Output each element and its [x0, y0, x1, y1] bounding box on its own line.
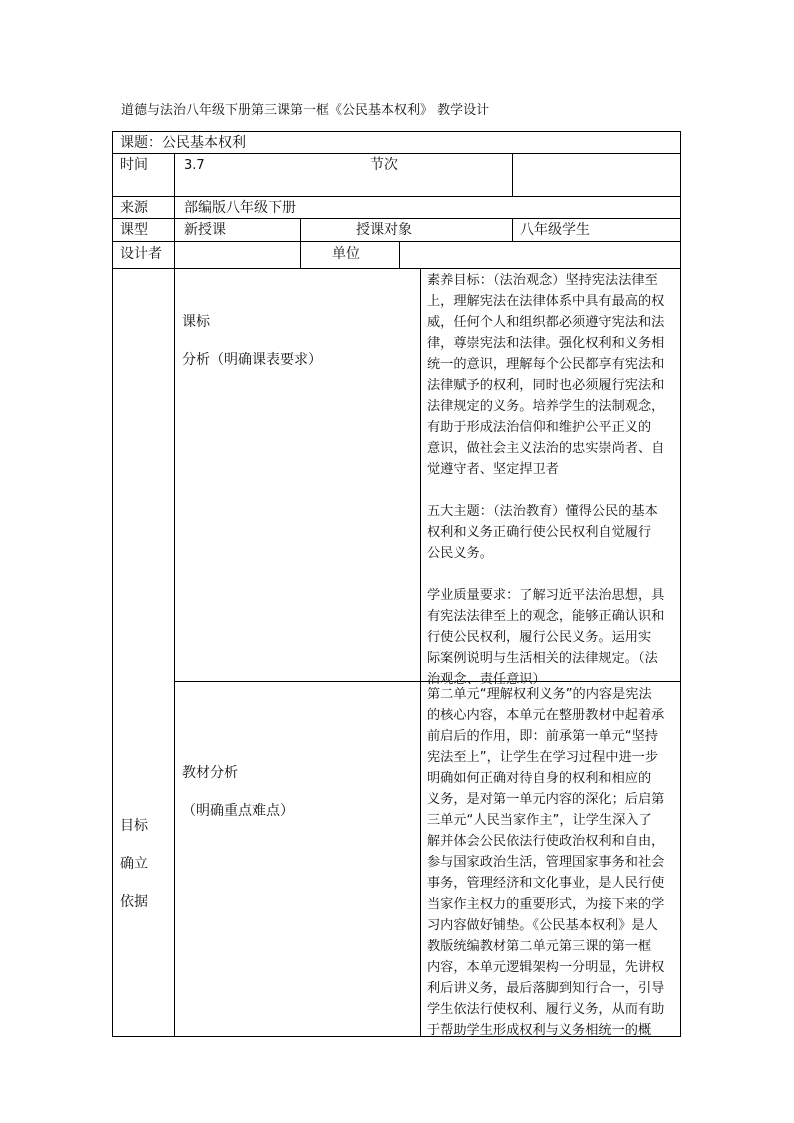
text-line: 习内容做好铺垫。《公民基本权利》是人 [427, 918, 658, 933]
text-line: 治观念、责任意识） [427, 672, 546, 687]
text-line: 事务，管理经济和文化事业，是人民行使 [427, 876, 665, 891]
rule [112, 131, 681, 132]
text-line: 公民义务。 [427, 546, 493, 561]
text-line: 上，理解宪法在法律体系中具有最高的权 [427, 294, 665, 309]
rule [680, 131, 681, 1037]
lesson-type-value: 新授课 [184, 222, 226, 238]
text-line: 素养目标：（法治观念）坚持宪法法律至 [427, 273, 658, 288]
text-line: 觉遵守者、坚定捍卫者 [427, 462, 559, 477]
rule [112, 241, 681, 242]
text-line: 的核心内容，本单元在整册教材中起着承 [427, 708, 665, 723]
period-label: 节次 [370, 157, 398, 173]
text-line: 意识，做社会主义法治的忠实崇尚者、自 [427, 441, 665, 456]
text-line: 解并体会公民依法行使政治权利和自由， [427, 834, 665, 849]
text-line: 学业质量要求：了解习近平法治思想，具 [427, 588, 665, 603]
lesson-type-label: 课型 [120, 222, 148, 238]
text-line: 学生依法行使权利、履行义务，从而有助 [427, 1002, 665, 1017]
text-line: 参与国家政治生活，管理国家事务和社会 [427, 855, 665, 870]
text-line: 律，尊崇宪法和法律。强化权利和义务相 [427, 336, 665, 351]
lesson-plan-table [112, 131, 681, 1037]
text-line: 第二单元“理解权利义务”的内容是宪法 [427, 687, 652, 702]
text-line: 教版统编教材第二单元第三课的第一框 [427, 939, 652, 954]
text-line: 内容，本单元逻辑架构一分明显，先讲权 [427, 960, 665, 975]
source-value: 部编版八年级下册 [184, 200, 296, 216]
text-line: 三单元“人民当家作主”，让学生深入了 [427, 813, 652, 828]
basis-label-line: 目标 [120, 818, 148, 834]
textbook-sublabel: （明确重点难点） [182, 803, 294, 819]
rule [300, 218, 301, 268]
designer-label: 设计者 [120, 246, 162, 262]
rule [399, 241, 400, 268]
text-line: 有助于形成法治信仰和维护公平正义的 [427, 420, 652, 435]
text-line: 明确如何正确对待自身的权利和相应的 [427, 771, 652, 786]
rule [112, 196, 681, 197]
rule [420, 268, 421, 1037]
text-line: 于帮助学生形成权利与义务相统一的概 [427, 1023, 652, 1038]
text-line [427, 480, 664, 501]
textbook-label: 教材分析 [182, 765, 238, 781]
rule [112, 268, 681, 269]
rule [512, 153, 513, 196]
basis-label [120, 815, 148, 929]
text-line: 宪法至上”，让学生在学习过程中进一步 [427, 750, 659, 765]
textbook-text [427, 684, 664, 1041]
basis-label-line: 依据 [120, 894, 148, 910]
text-line: 法律赋予的权利，同时也必须履行宪法和 [427, 378, 665, 393]
text-line: 际案例说明与生活相关的法律规定。（法 [427, 651, 658, 666]
text-line: 权利和义务正确行使公民权利自觉履行 [427, 525, 652, 540]
unit-label: 单位 [332, 246, 360, 262]
text-line: 当家作主权力的重要形式，为接下来的学 [427, 897, 665, 912]
rule [112, 153, 681, 154]
curriculum-text [427, 270, 664, 690]
time-value: 3.7 [184, 158, 205, 173]
rule [112, 131, 113, 1037]
rule [512, 218, 513, 241]
text-line: 前启后的作用，即：前承第一单元“坚持 [427, 729, 659, 744]
text-line: 行使公民权利，履行公民义务。运用实 [427, 630, 652, 645]
curriculum-sublabel: 分析（明确课表要求） [182, 352, 322, 368]
source-label: 来源 [120, 200, 148, 216]
text-line: 有宪法法律至上的观念，能够正确认识和 [427, 609, 665, 624]
rule [112, 218, 681, 219]
basis-label-line: 确立 [120, 856, 148, 872]
document-title: 道德与法治八年级下册第三课第一框《公民基本权利》 教学设计 [121, 103, 490, 118]
text-line: 义务，是对第一单元内容的深化；后启第 [427, 792, 665, 807]
text-line: 法律规定的义务。培养学生的法制观念， [427, 399, 665, 414]
curriculum-label: 课标 [182, 314, 210, 330]
topic-cell: 课题：公民基本权利 [120, 135, 246, 151]
rule [174, 153, 175, 1037]
audience-value: 八年级学生 [520, 222, 590, 238]
audience-label: 授课对象 [356, 222, 412, 238]
text-line: 威，任何个人和组织都必须遵守宪法和法 [427, 315, 665, 330]
time-label: 时间 [120, 157, 148, 173]
text-line: 利后讲义务，最后落脚到知行合一，引导 [427, 981, 665, 996]
text-line: 五大主题：（法治教育）懂得公民的基本 [427, 504, 658, 519]
text-line: 统一的意识，理解每个公民都享有宪法和 [427, 357, 665, 372]
text-line [427, 564, 664, 585]
